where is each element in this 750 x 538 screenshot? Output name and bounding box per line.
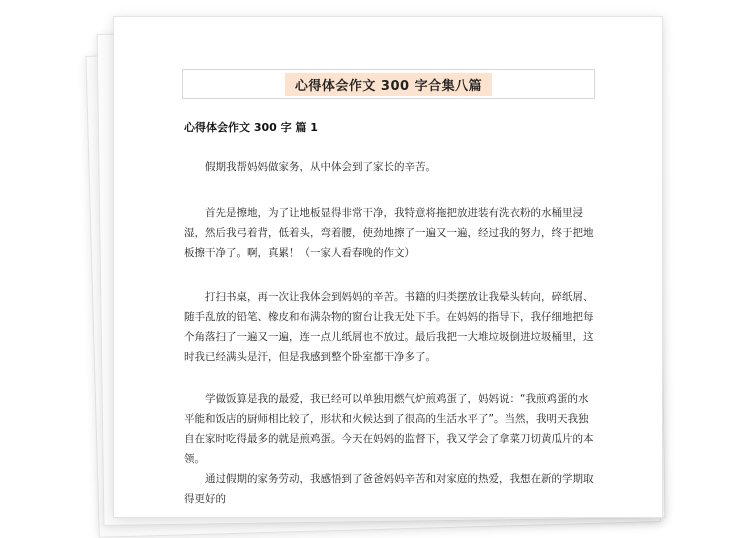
paragraph-1: 假期我帮妈妈做家务，从中体会到了家长的辛苦。 (205, 161, 436, 173)
paragraph-5: 通过假期的家务劳动，我感悟到了爸爸妈妈辛苦和对家庭的热爱，我想在新的学期取得更好的 (184, 473, 594, 505)
paragraph-4: 学做饭算是我的最爱，我已经可以单独用燃气炉煎鸡蛋了，妈妈说：“我煎鸡蛋的水平能和饭店的厨师相比较了，形状和火候达到了很高的生活水平了”。当然，我明天我独自在家时吃得最多的就是煎鸡蛋。今天在妈妈的监督下，我又学会了拿菜刀切黄瓜片的本领。 (184, 393, 594, 465)
document-title: 心得体会作文 300 字合集八篇 (285, 73, 492, 96)
paragraph-3: 打扫书桌，再一次让我体会到妈妈的辛苦。书籍的归类摆放让我晕头转向，碎纸屑、随手乱放的铅笔、橡皮和布满杂物的窗台让我无处下手。在妈妈的指导下，我仔细地把每个角落扫了一遍又一遍，连一点儿纸屑也不放过。最后我把一大堆垃圾倒进垃圾桶里，这时我已经满头是汗，但是我感到整个卧室都干净多了。 (184, 291, 594, 363)
paragraph-2: 首先是擦地，为了让地板显得非常干净，我特意将拖把放进装有洗衣粉的水桶里浸湿，然后我弓着背，低着头，弯着腰，使劲地擦了一遍又一遍，经过我的努力，终于把地板擦干净了。啊，真累！（一家人看春晚的作文） (184, 207, 594, 259)
section-title: 心得体会作文 300 字 篇 1 (184, 121, 318, 134)
title-box (182, 69, 595, 99)
document-page (113, 16, 663, 518)
